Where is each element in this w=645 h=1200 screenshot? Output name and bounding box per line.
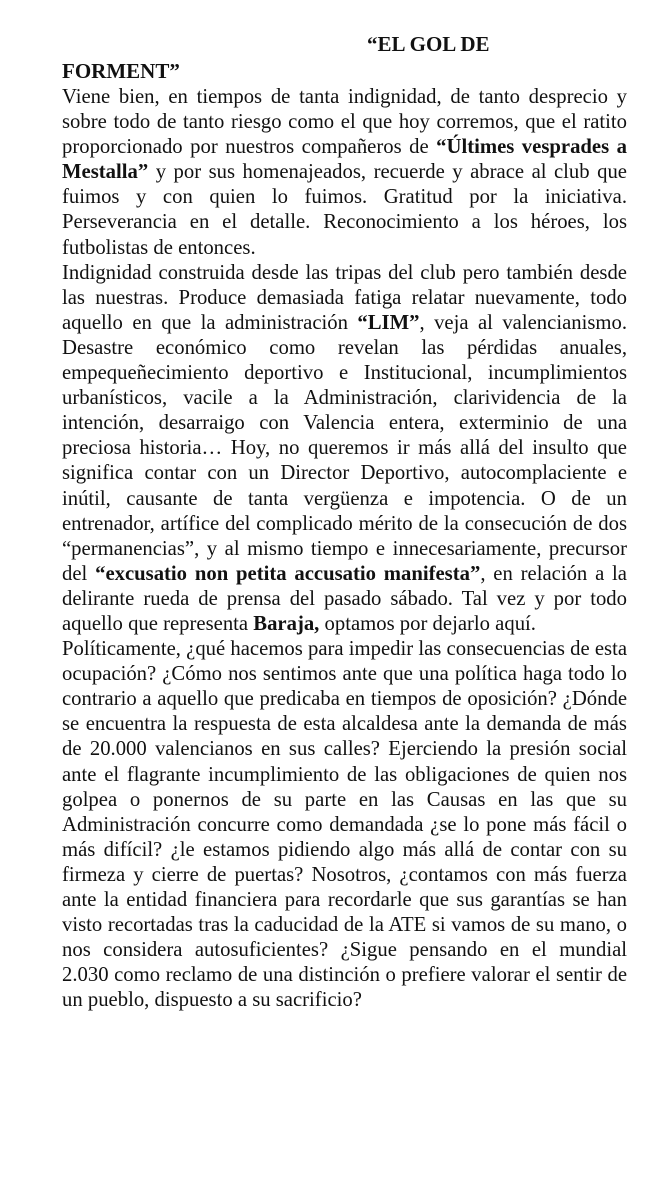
title-line-2: FORMENT”	[62, 59, 180, 83]
paragraph-2-text-g: optamos por dejarlo aquí.	[319, 612, 536, 635]
title-line-1: “EL GOL DE	[367, 32, 490, 56]
paragraph-3: Políticamente, ¿qué hacemos para impedir las consecuencias de esta ocupación? ¿Cómo nos sentimos ante que una política haga todo lo contrario a aquello que predicaba en tiempos de oposición? ¿Dónde se encuentra la respuesta de esta alcaldesa ante la demanda de más de 20.000 valencianos en sus calles? Ejerciendo la presión social ante el flagrante incumplimiento de las obligaciones de quien nos golpea o ponernos de su parte en las Causas en las que su Administración concurre como demandada ¿se lo pone más fácil o más difícil? ¿le estamos pidiendo algo más allá de contar con su firmeza y cierre de puertas? Nosotros, ¿contamos con más fuerza ante la entidad financiera para recordarle que sus garantías se han visto recortadas tras la caducidad de la ATE si vamos de su mano, o nos considera autosuficientes? ¿Sigue pensando en el mundial 2.030 como reclamo de una distinción o prefiere valorar el sentir de un pueblo, dispuesto a su sacrificio?	[62, 638, 627, 1012]
paragraph-1-text-a: Viene bien, en tiempos de tanta indignidad, de tanto desprecio y sobre todo de tanto riesgo como el que hoy corremos, que el ratito proporcionado por nuestros compañeros de	[62, 86, 627, 159]
paragraph-1-bold-title: “Últimes vesprades a Mestalla”	[62, 136, 627, 184]
paragraph-2-text-a: Indignidad construida desde las tripas del club pero también desde las nuestras. Produce demasiada fatiga relatar nuevamente, todo aquello en que la administración	[62, 261, 627, 334]
paragraph-2-text-e: , en relación a la delirante rueda de prensa del pasado sábado. Tal vez y por todo aquello que representa	[62, 562, 627, 635]
paragraph-2-bold-baraja: Baraja,	[253, 612, 320, 635]
paragraph-2-bold-lim: “LIM”	[357, 311, 420, 334]
paragraph-1	[62, 85, 627, 261]
paragraph-2	[62, 261, 627, 637]
paragraph-1-text-c: y por sus homenajeados, recuerde y abrace al club que fuimos y con quien lo fuimos. Gratitud por la iniciativa. Perseverancia en el detalle. Reconocimiento a los héroes, los futbolistas de entonces.	[62, 161, 627, 259]
paragraph-2-text-c: , veja al valencianismo. Desastre económico como revelan las pérdidas anuales, empequeñecimiento deportivo e Institucional, incumplimientos urbanísticos, vacile a la Administración, clarividencia de la intención, desarraigo con Valencia entera, exterminio de una preciosa historia… Hoy, no queremos ir más allá del insulto que significa contar con un Director Deportivo, autocomplaciente e inútil, causante de tanta vergüenza e impotencia. O de un entrenador, artífice del complicado mérito de la consecución de dos “permanencias”, y al mismo tiempo e innecesariamente, precursor del	[62, 311, 628, 585]
paragraph-2-bold-latin: “excusatio non petita accusatio manifesta”	[95, 562, 481, 585]
